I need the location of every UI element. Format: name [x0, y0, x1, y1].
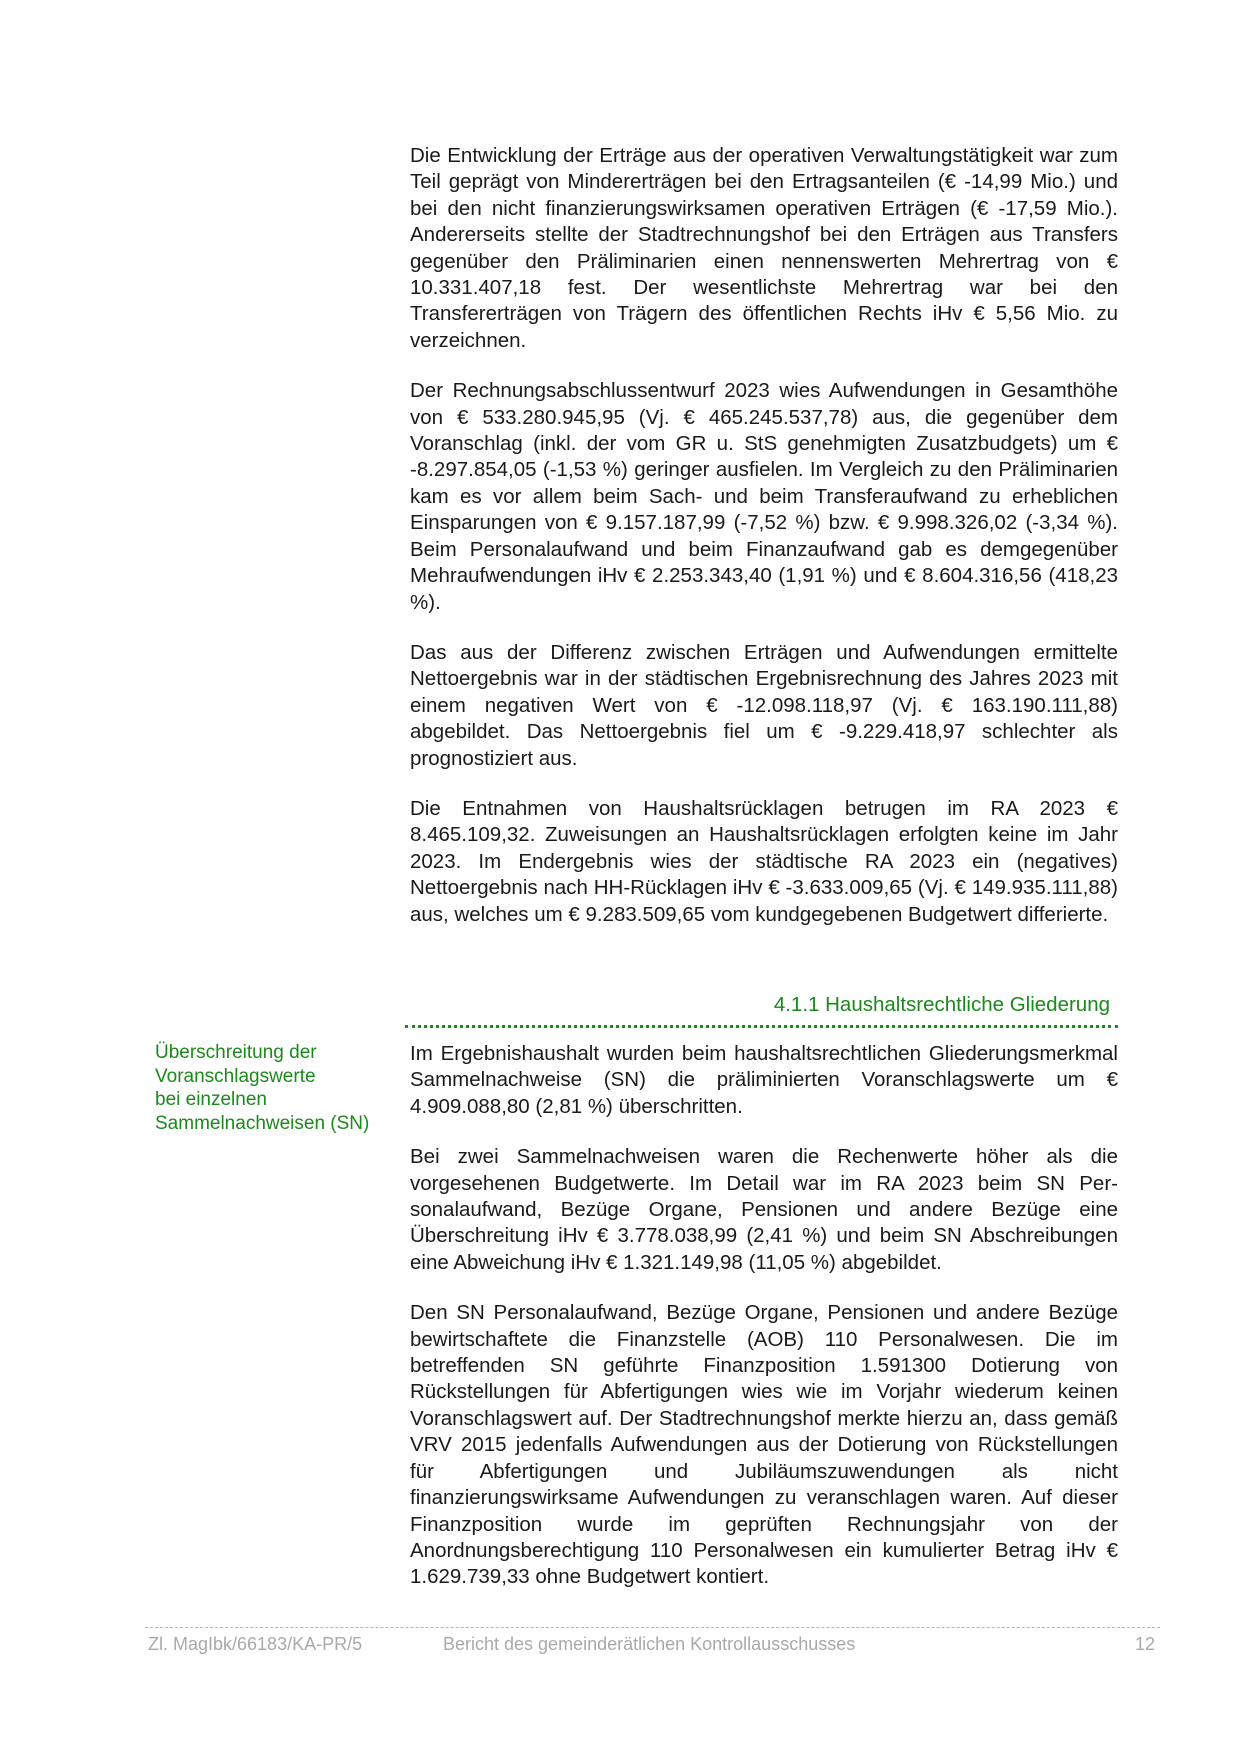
margin-note-line: bei einzelnen	[155, 1089, 267, 1110]
paragraph-personnel-provisions: Den SN Personalaufwand, Bezüge Organe, Pensionen und andere Bezüge bewirtschaftete die Finanzstelle (AOB) 110 Personalwesen. Die im betreffenden SN geführte Finanzposition 1.591300 Dotierung von Rückstellungen für Abfertigungen wies wie im Vorjahr wiederum keinen Voranschlagswert auf. Der Stadtrechnungshof merkte hierzu an, dass gemäß VRV 2015 jedenfalls Aufwendungen aus der Dotierung von Rückstellungen für Abfertigungen und Jubiläumszuwendungen als nicht finanzierungswirksame Aufwendungen zu veranschlagen waren. Auf dieser Finanzposition wurde im geprüften Rechnungsjahr von der Anordnungsberechtigung 110 Personalwesen ein kumulierter Betrag iHv € 1.629.739,33 ohne Budgetwert kontiert.	[410, 1301, 1118, 1589]
paragraph-reserves: Die Entnahmen von Haushaltsrücklagen betrugen im RA 2023 € 8.465.109,32. Zuweisungen an Haushaltsrücklagen erfolgten keine im Jahr 2023. Im Endergebnis wies der städtische RA 2023 ein (negatives) Nettoergebnis nach HH-Rücklagen iHv € -3.633.009,65 (Vj. € 149.935.111,88) aus, welches um € 9.283.509,65 vom kundgegebenen Budgetwert differierte.	[410, 796, 1118, 926]
section-heading-divider	[405, 1025, 1118, 1028]
paragraph-net-result: Das aus der Differenz zwischen Erträgen und Aufwendungen ermittelte Nettoergebnis war in der städtischen Ergebnisrechnung des Jahres 2023 mit einem negativen Wert von € -12.098.118,97 (Vj. € 163.190.111,88) abgebildet. Das Nettoergebnis fiel um € -9.229.418,97 schlechter als prognostiziert aus.	[410, 640, 1118, 770]
paragraph-expenses: Der Rechnungsabschlussentwurf 2023 wies Aufwendungen in Gesamthöhe von € 533.280.945,95 (Vj. € 465.245.537,78) aus, die gegenüber dem Voranschlag (inkl. der vom GR u. StS genehmigten Zusatzbudgets) um € -8.297.854,05 (-1,53 %) geringer ausfielen. Im Vergleich zu den Präliminarien kam es vor allem beim Sach- und beim Transferaufwand zu erheblichen Einsparungen von € 9.157.187,99 (-7,52 %) bzw. € 9.998.326,02 (-3,34 %). Beim Personalaufwand und beim Finanzaufwand gab es demgegenüber Mehraufwendungen iHv € 2.253.343,40 (1,91 %) und € 8.604.316,56 (418,23 %).	[410, 379, 1118, 614]
paragraph-revenue-development: Die Entwicklung der Erträge aus der operativen Verwaltungstätigkeit war zum Teil geprägt von Mindererträgen bei den Ertragsanteilen (€ -14,99 Mio.) und bei den nicht finanzierungswirksamen operativen Erträgen (€ -17,59 Mio.). Andererseits stellte der Stadtrechnungshof bei den Erträgen aus Transfers gegenüber den Präliminarien einen nennenswerten Mehrertrag von € 10.331.407,18 fest. Der wesentlichste Mehrertrag war bei den Transfererträgen von Trägern des öffentlichen Rechts iHv € 5,56 Mio. zu verzeichnen.	[410, 144, 1118, 352]
paragraph-sn-details: Bei zwei Sammelnachweisen waren die Rechenwerte höher als die vorgesehenen Budgetwerte. Im Detail war im RA 2023 beim SN Personalaufwand, Bezüge Organe, Pensionen und andere Bezüge eine Überschreitung iHv € 3.778.038,99 (2,41 %) und beim SN Abschreibungen eine Abweichung iHv € 1.321.149,98 (11,05 %) abgebildet.	[410, 1145, 1118, 1274]
footer-divider	[145, 1627, 1160, 1628]
margin-note	[155, 1041, 395, 1135]
margin-note-line: Voranschlagswerte	[155, 1065, 316, 1087]
footer-reference: Zl. MagIbk/66183/KA-PR/5	[148, 1634, 363, 1654]
section-heading: 4.1.1 Haushaltsrechtliche Gliederung	[773, 993, 1110, 1016]
body-text	[410, 143, 1118, 952]
margin-note-line: Überschreitung der	[155, 1042, 317, 1063]
section-body-text	[410, 1041, 1118, 1615]
footer-title: Bericht des gemeinderätlichen Kontrollausschusses	[443, 1634, 856, 1654]
margin-note-line: Sammelnachweisen (SN)	[155, 1112, 370, 1134]
paragraph-sn-overrun: Im Ergebnishaushalt wurden beim haushaltsrechtlichen Gliederungsmerkmal Sammelnachweise (SN) die präliminierten Voranschlagswerte um € 4.909.088,80 (2,81 %) überschritten.	[410, 1042, 1118, 1118]
page-number: 12	[1134, 1634, 1155, 1654]
